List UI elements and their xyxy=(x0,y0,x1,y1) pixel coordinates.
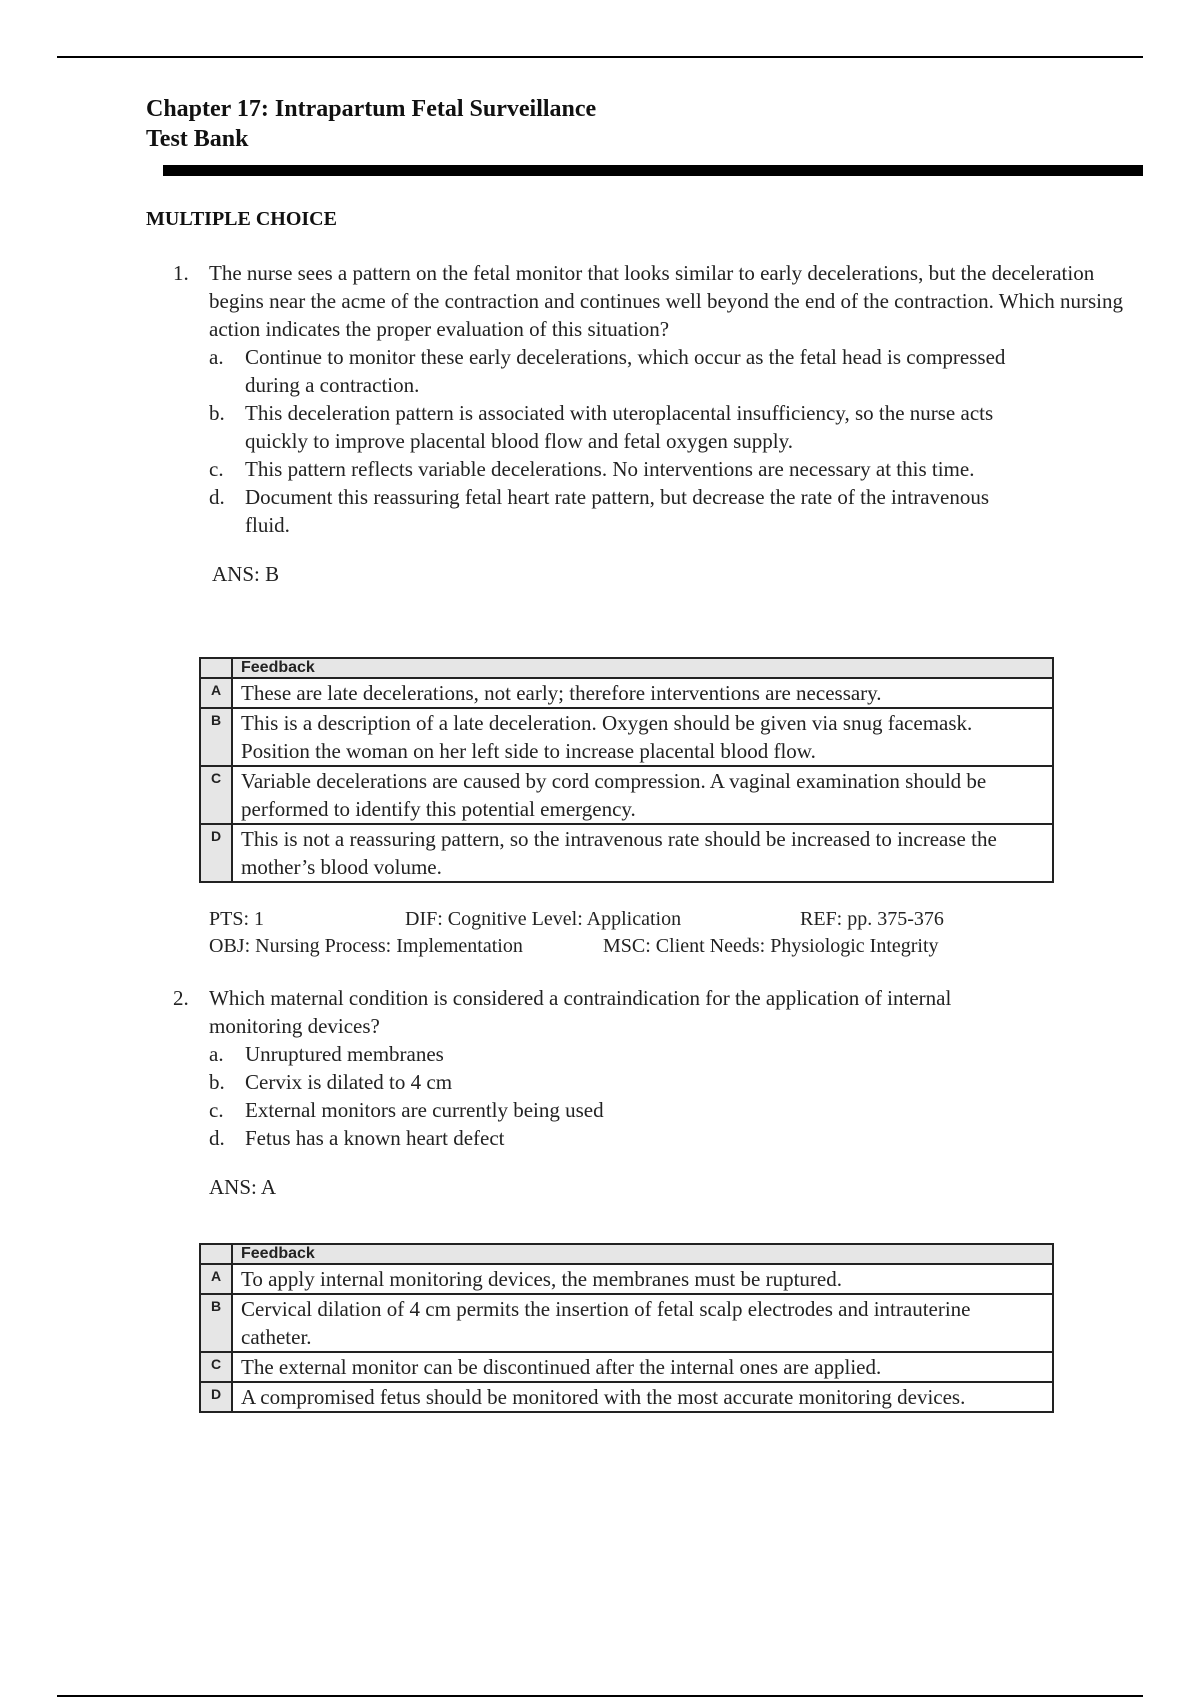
feedback-row xyxy=(200,766,1053,824)
feedback-text: A compromised fetus should be monitored with the most accurate monitoring devices. xyxy=(232,1382,1053,1412)
choice-letter: b. xyxy=(209,1070,225,1094)
choice-item xyxy=(209,399,1025,455)
choice-item xyxy=(209,1068,1025,1096)
feedback-row xyxy=(200,678,1053,708)
choice-item xyxy=(209,1096,1025,1124)
feedback-row xyxy=(200,1264,1053,1294)
question-number: 2. xyxy=(173,986,189,1010)
feedback-text: To apply internal monitoring devices, the membranes must be ruptured. xyxy=(232,1264,1053,1294)
feedback-label: C xyxy=(200,766,232,824)
choice-text: This deceleration pattern is associated with uteroplacental insufficiency, so the nurse acts quickly to improve placental blood flow and fetal oxygen supply. xyxy=(245,401,994,453)
choice-letter: a. xyxy=(209,345,224,369)
feedback-table-2 xyxy=(199,1243,1054,1413)
feedback-row xyxy=(200,708,1053,766)
choice-text: Document this reassuring fetal heart rate pattern, but decrease the rate of the intravenous fluid. xyxy=(245,485,990,537)
choice-letter: d. xyxy=(209,485,225,509)
feedback-header-row xyxy=(200,658,1053,678)
choice-letter: d. xyxy=(209,1126,225,1150)
feedback-label: D xyxy=(200,824,232,882)
feedback-label: A xyxy=(200,1264,232,1294)
choice-text: Cervix is dilated to 4 cm xyxy=(245,1070,453,1094)
meta-ref: REF: pp. 375-376 xyxy=(800,908,944,930)
chapter-title: Chapter 17: Intrapartum Fetal Surveillance xyxy=(146,96,597,122)
section-heading: MULTIPLE CHOICE xyxy=(146,208,337,230)
question-2 xyxy=(173,984,1025,1201)
choice-list xyxy=(209,343,1129,539)
feedback-text: The external monitor can be discontinued after the internal ones are applied. xyxy=(232,1352,1053,1382)
choice-letter: b. xyxy=(209,401,225,425)
doc-subtitle: Test Bank xyxy=(146,126,249,152)
question-number: 1. xyxy=(173,261,189,285)
answer-key: ANS: A xyxy=(209,1175,277,1199)
meta-pts: PTS: 1 xyxy=(209,908,265,930)
feedback-label: A xyxy=(200,678,232,708)
choice-text: This pattern reflects variable decelerations. No interventions are necessary at this time. xyxy=(245,457,975,481)
choice-letter: c. xyxy=(209,1098,224,1122)
choice-list xyxy=(209,1040,1025,1152)
feedback-header-row xyxy=(200,1244,1053,1264)
feedback-row xyxy=(200,1382,1053,1412)
feedback-table-1 xyxy=(199,657,1054,883)
feedback-text: Variable decelerations are caused by cord compression. A vaginal examination should be performed to identify this potential emergency. xyxy=(232,766,1053,824)
feedback-header-blank xyxy=(200,1244,232,1264)
feedback-label: C xyxy=(200,1352,232,1382)
choice-letter: a. xyxy=(209,1042,224,1066)
feedback-row xyxy=(200,1294,1053,1352)
feedback-label: D xyxy=(200,1382,232,1412)
feedback-text: This is not a reassuring pattern, so the intravenous rate should be increased to increase the mother’s blood volume. xyxy=(232,824,1053,882)
feedback-label: B xyxy=(200,1294,232,1352)
choice-item xyxy=(209,1040,1025,1068)
choice-item xyxy=(209,483,1025,539)
title-divider xyxy=(163,165,1143,176)
title-block xyxy=(146,94,596,154)
choice-item xyxy=(209,455,1025,483)
choice-text: External monitors are currently being used xyxy=(245,1098,604,1122)
choice-text: Continue to monitor these early decelerations, which occur as the fetal head is compressed during a contraction. xyxy=(245,345,1006,397)
question-1 xyxy=(173,259,1129,588)
feedback-text: These are late decelerations, not early; therefore interventions are necessary. xyxy=(232,678,1053,708)
top-rule xyxy=(57,56,1143,58)
feedback-text: This is a description of a late deceleration. Oxygen should be given via snug facemask. Position the woman on her left side to increase placental blood flow. xyxy=(232,708,1053,766)
choice-item xyxy=(209,1124,1025,1152)
feedback-text: Cervical dilation of 4 cm permits the insertion of fetal scalp electrodes and intrauterine catheter. xyxy=(232,1294,1053,1352)
question-stem: The nurse sees a pattern on the fetal monitor that looks similar to early decelerations, but the deceleration begins near the acme of the contraction and continues well beyond the end of the contraction. Which nursing action indicates the proper evaluation of this situation? xyxy=(209,261,1123,341)
feedback-label: B xyxy=(200,708,232,766)
bottom-rule xyxy=(57,1695,1143,1697)
feedback-header: Feedback xyxy=(232,1244,1053,1264)
choice-item xyxy=(209,343,1025,399)
choice-letter: c. xyxy=(209,457,224,481)
feedback-row xyxy=(200,1352,1053,1382)
feedback-header-blank xyxy=(200,658,232,678)
answer-key: ANS: B xyxy=(212,562,280,586)
meta-dif: DIF: Cognitive Level: Application xyxy=(405,908,682,930)
choice-text: Fetus has a known heart defect xyxy=(245,1126,505,1150)
choice-text: Unruptured membranes xyxy=(245,1042,444,1066)
question-stem: Which maternal condition is considered a contraindication for the application of internal monitoring devices? xyxy=(209,986,952,1038)
meta-obj: OBJ: Nursing Process: Implementation xyxy=(209,935,523,957)
meta-msc: MSC: Client Needs: Physiologic Integrity xyxy=(603,935,939,957)
feedback-row xyxy=(200,824,1053,882)
feedback-header: Feedback xyxy=(232,658,1053,678)
